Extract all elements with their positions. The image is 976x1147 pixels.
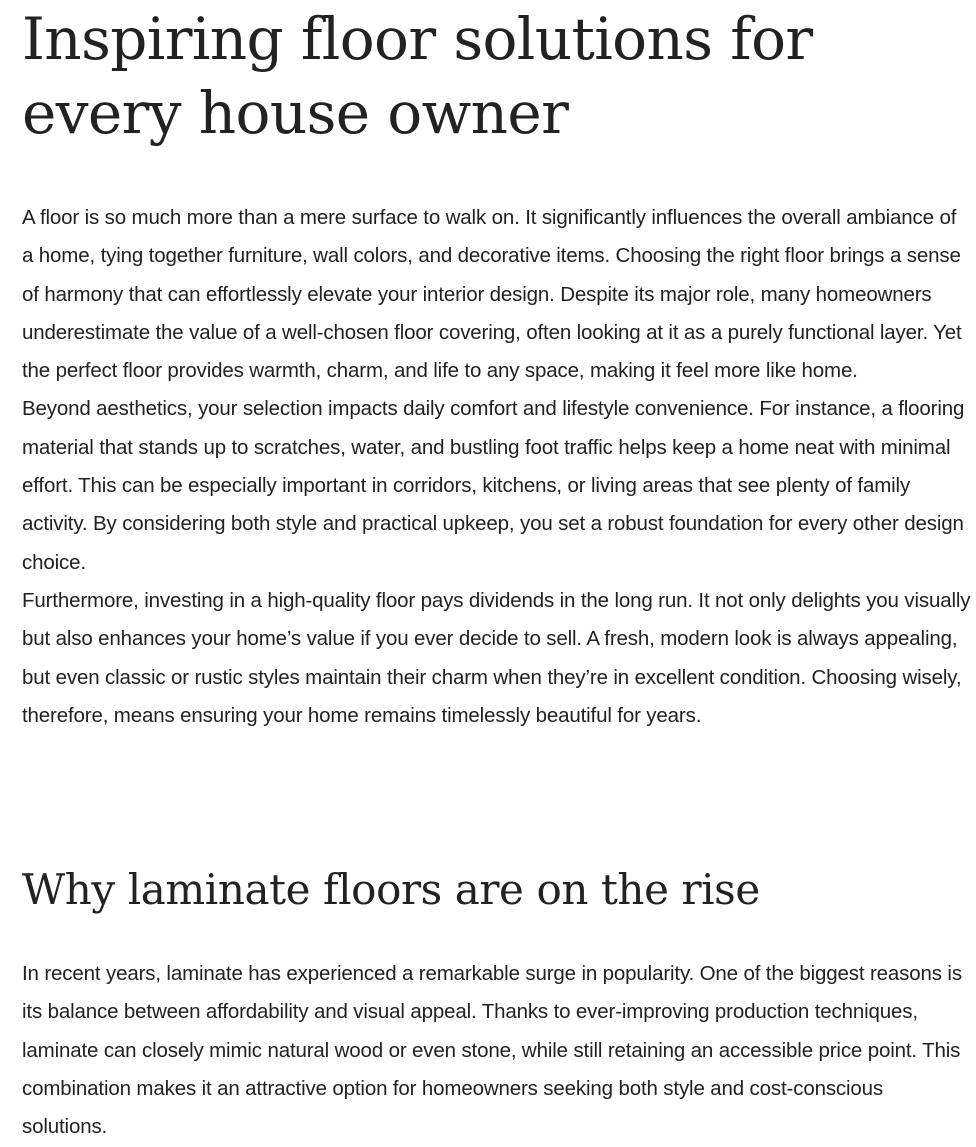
- intro-paragraph: Furthermore, investing in a high-quality floor pays dividends in the long run. It not only delights you visually but also enhances your home’s value if you ever decide to sell. A fresh, modern look is always appealing, but even classic or rustic styles maintain their charm when they’re in excellent condition. Choosing wisely, therefore, means ensuring your home remains timelessly beautiful for years.: [22, 588, 971, 727]
- page-title: Inspiring floor solutions for every house owner: [22, 5, 813, 147]
- section-heading: Why laminate floors are on the rise: [22, 865, 760, 914]
- intro-paragraph: A floor is so much more than a mere surface to walk on. It significantly influences the overall ambiance of a home, tying together furniture, wall colors, and decorative items. Choosing the right floor brings a sense of harmony that can effortlessly elevate your interior design. Despite its major role, many homeowners underestimate the value of a well-chosen floor covering, often looking at it as a purely functional layer. Yet the perfect floor provides warmth, charm, and life to any space, making it feel more like home.: [22, 206, 962, 383]
- laminate-section: [22, 955, 972, 1146]
- intro-section: [22, 199, 972, 735]
- article: [22, 0, 972, 1139]
- section-paragraph: In recent years, laminate has experienced a remarkable surge in popularity. One of the biggest reasons is its balance between affordability and visual appeal. Thanks to ever-improving production techniques, laminate can closely mimic natural wood or even stone, while still retaining an accessible price point. This combination makes it an attractive option for homeowners seeking both style and cost-conscious solutions.: [22, 962, 962, 1139]
- intro-paragraph: Beyond aesthetics, your selection impacts daily comfort and lifestyle convenience. For instance, a flooring material that stands up to scratches, water, and bustling foot traffic helps keep a home neat with minimal effort. This can be especially important in corridors, kitchens, or living areas that see plenty of family activity. By considering both style and practical upkeep, you set a robust foundation for every other design choice.: [22, 397, 965, 574]
